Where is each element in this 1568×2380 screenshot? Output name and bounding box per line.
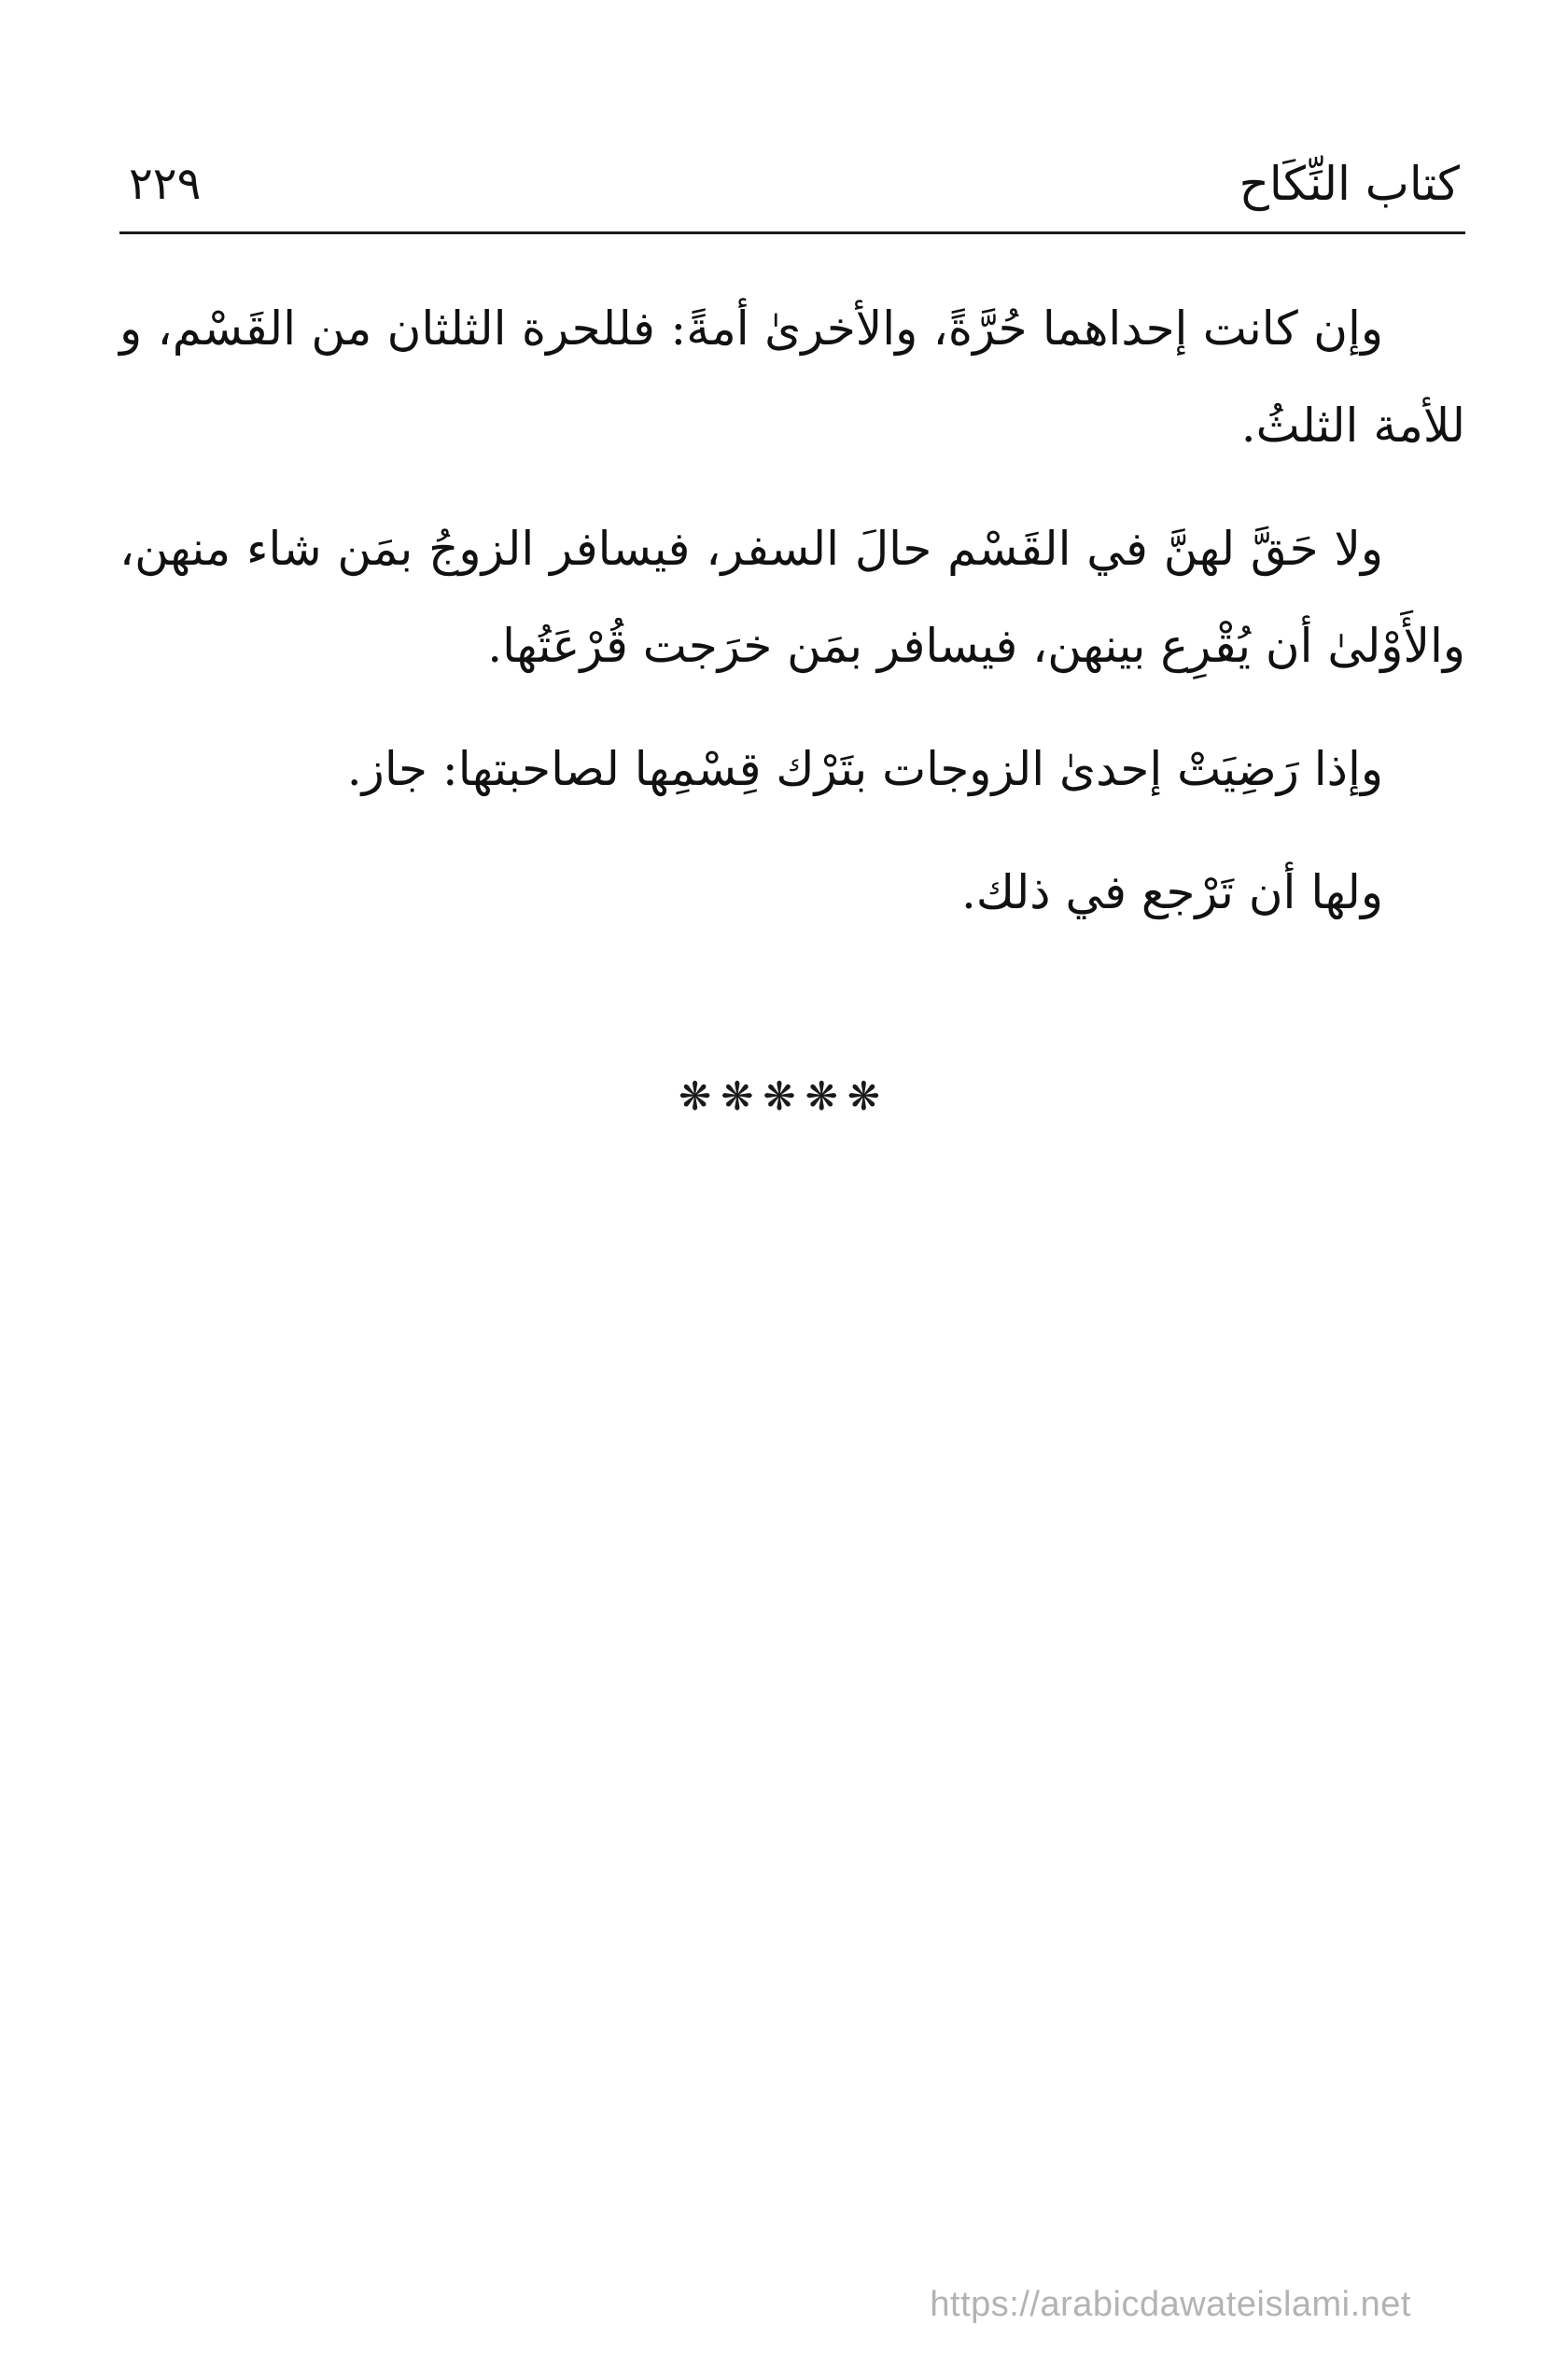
watermark-url: https://arabicdawateislami.net [930, 2285, 1411, 2324]
paragraph: ولا حَقَّ لهنَّ في القَسْم حالَ السفر، فيسافر الزوجُ بمَن شاء منهن، والأَوْلىٰ أن يُقْرِع بينهن، فيسافر بمَن خرَجت قُرْعَتُها. [119, 522, 1465, 673]
paragraph: وإذا رَضِيَتْ إحدىٰ الزوجات بتَرْك قِسْمِها لصاحبتها: جاز. [346, 742, 1383, 796]
paragraph: وإن كانت إحداهما حُرَّةً، والأخرىٰ أمةً: فللحرة الثلثان من القَسْم، و للأمة الثلثُ. [119, 301, 1465, 453]
section-separator: ❋❋❋❋❋ [679, 1073, 889, 1119]
chapter-title: كتاب النِّكَاح [1239, 157, 1460, 211]
page-number: ٢٢٩ [129, 158, 202, 210]
body-text [119, 280, 1465, 967]
paragraph: ولها أن تَرْجع في ذلك. [961, 865, 1383, 919]
page-header [119, 140, 1465, 234]
